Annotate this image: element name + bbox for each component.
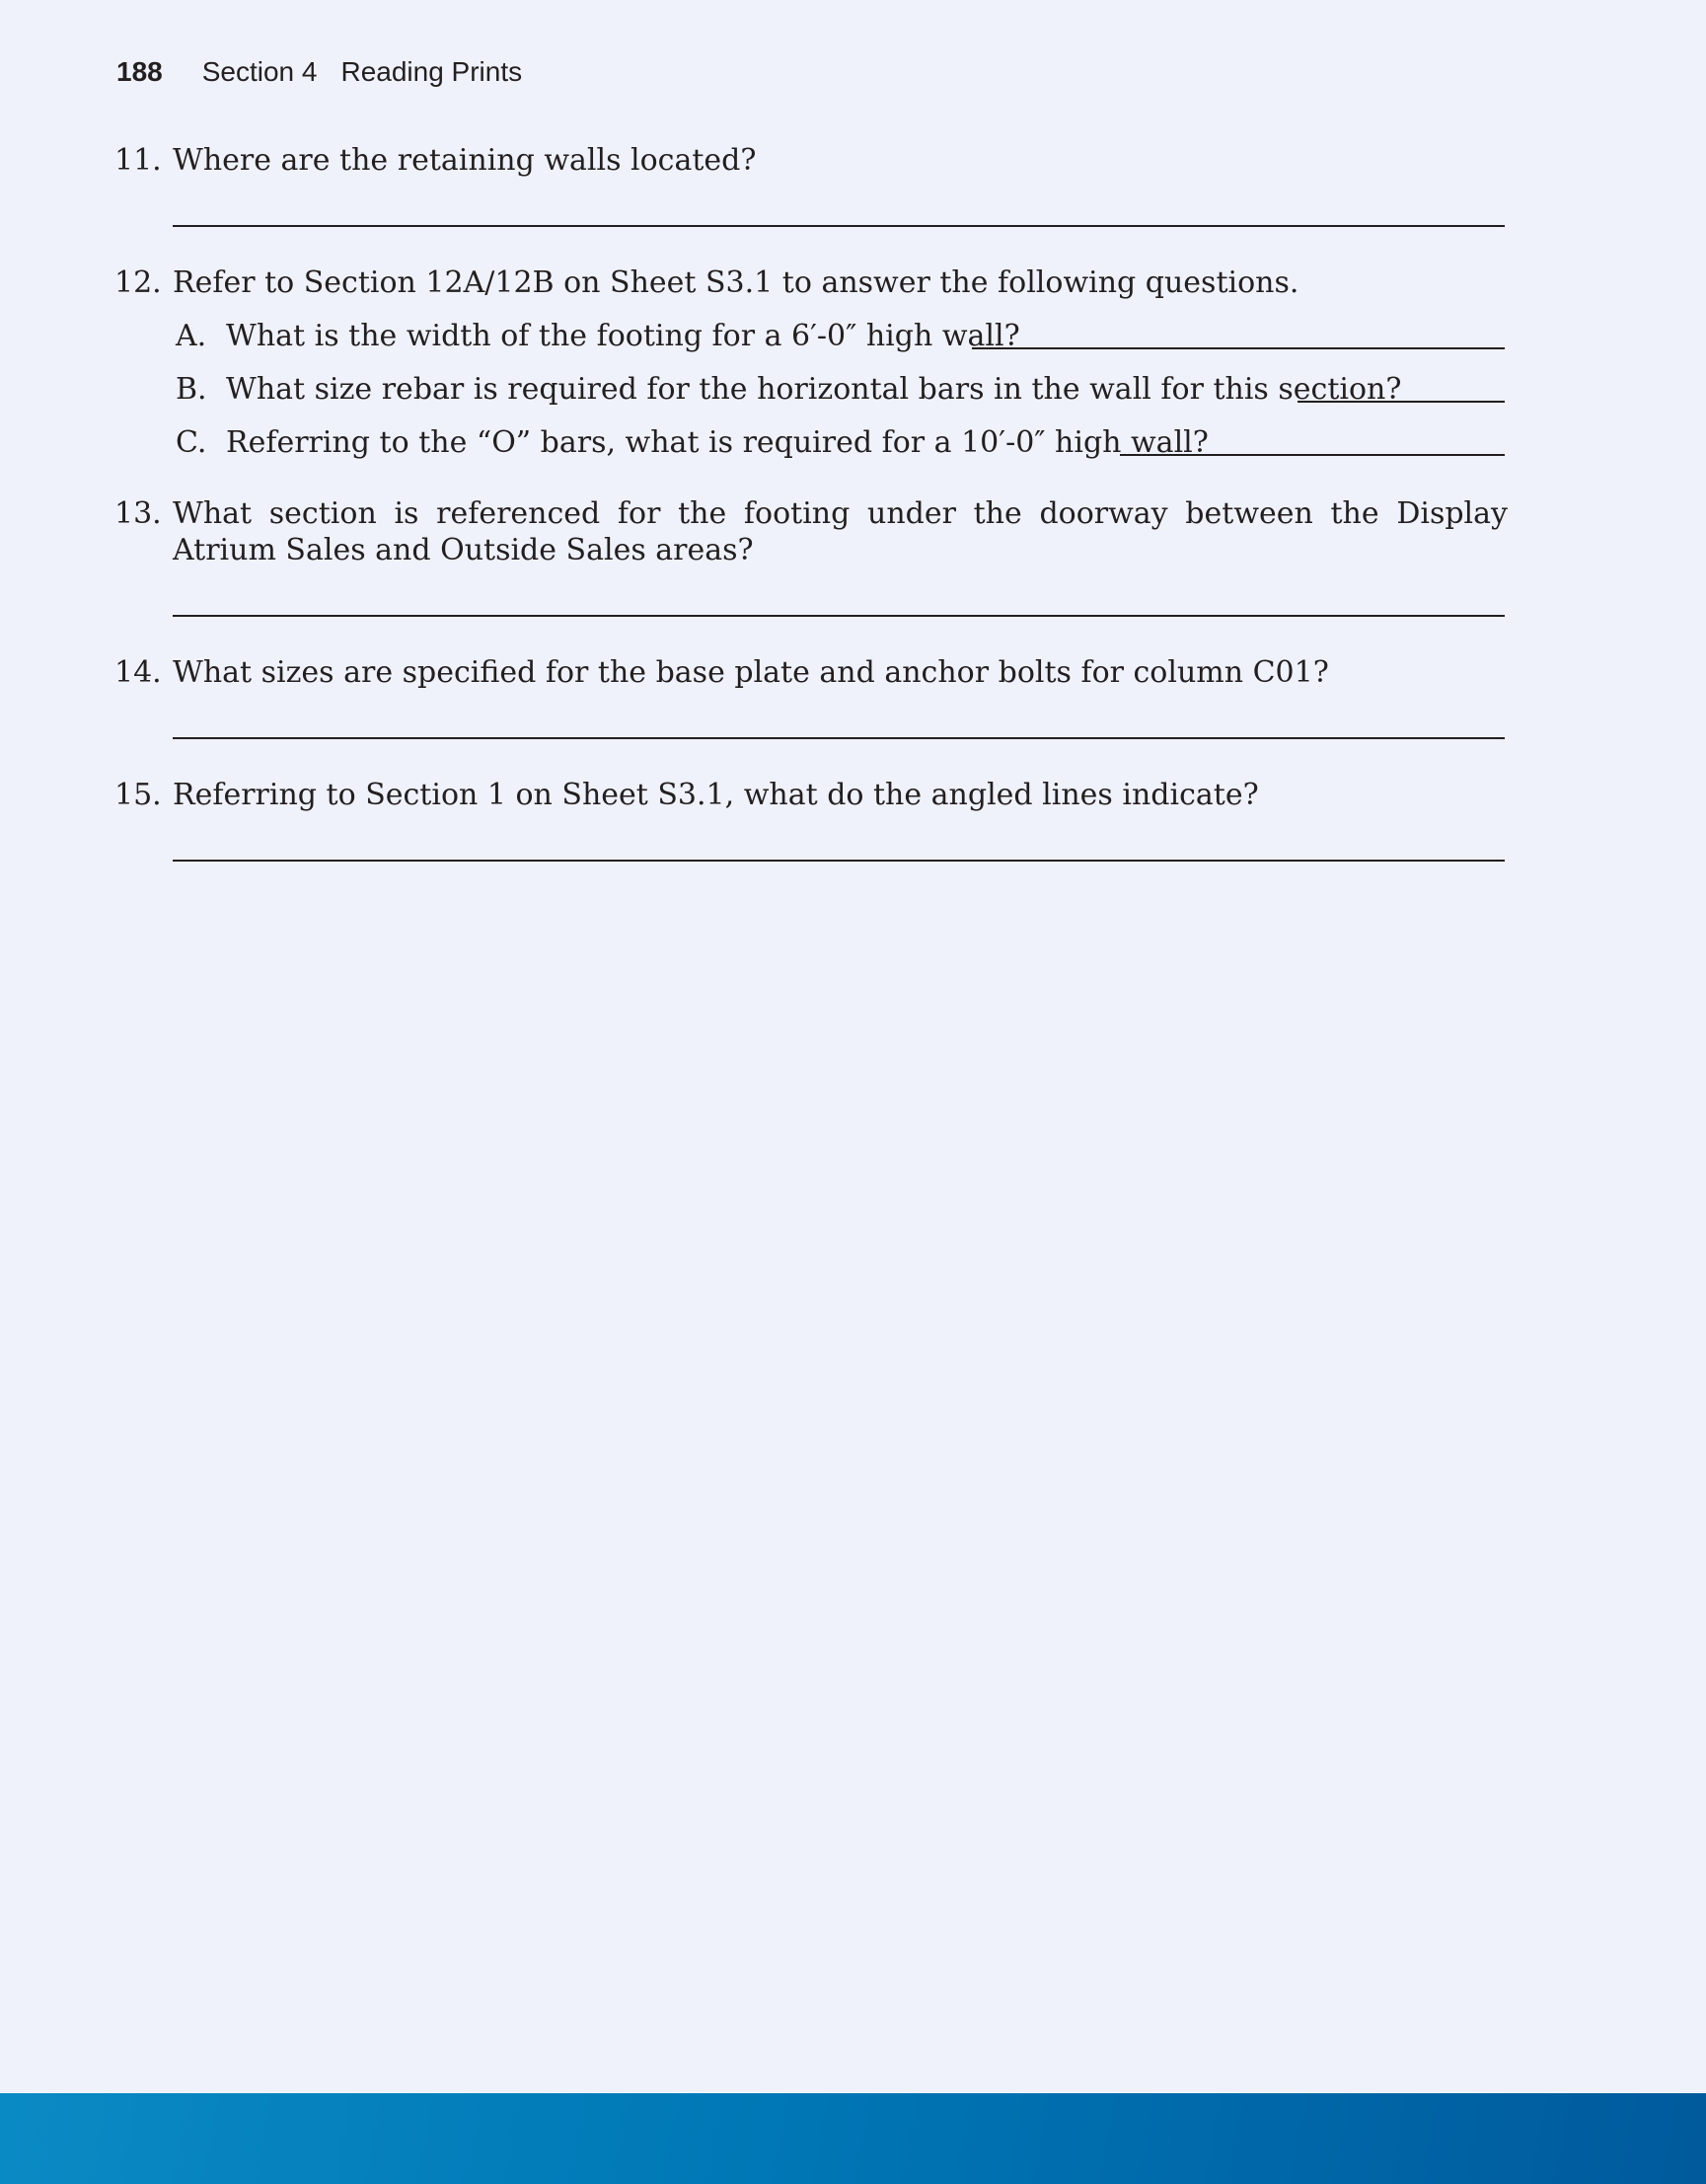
question-text: Referring to Section 1 on Sheet S3.1, what do the angled lines indicate? [173, 778, 1259, 812]
question-text: What section is referenced for the footing under the doorway between the Display Atrium Sales and Outside Sales areas? [173, 496, 1508, 567]
question-number: 15. [114, 778, 162, 812]
part-letter: C. [176, 425, 207, 460]
part-letter: B. [176, 372, 207, 407]
part-text: What is the width of the footing for a 6′-0″ high wall? [226, 319, 1020, 353]
page-number: 188 [116, 56, 163, 87]
question-text: What sizes are specified for the base plate and anchor bolts for column C01? [173, 655, 1329, 690]
question-number: 11. [114, 143, 162, 178]
section-label: Section 4 [201, 56, 318, 87]
question-number: 14. [114, 655, 162, 690]
footer-band [0, 2093, 1706, 2184]
answer-line[interactable] [1298, 401, 1505, 403]
answer-line[interactable] [173, 737, 1505, 739]
part-letter: A. [176, 319, 207, 353]
answer-line[interactable] [173, 615, 1505, 617]
question-text: Where are the retaining walls located? [173, 143, 757, 178]
answer-line[interactable] [173, 225, 1505, 227]
part-text: What size rebar is required for the horizontal bars in the wall for this section? [226, 372, 1402, 407]
running-head [116, 52, 522, 92]
answer-line[interactable] [1120, 454, 1505, 456]
question-text: Refer to Section 12A/12B on Sheet S3.1 to answer the following questions. [173, 265, 1299, 300]
answer-line[interactable] [972, 347, 1505, 349]
question-number: 13. [114, 496, 162, 531]
part-text: Referring to the “O” bars, what is required for a 10′-0″ high wall? [226, 425, 1209, 460]
chapter-title: Reading Prints [340, 56, 523, 87]
answer-line[interactable] [173, 860, 1505, 862]
question-number: 12. [114, 265, 162, 300]
